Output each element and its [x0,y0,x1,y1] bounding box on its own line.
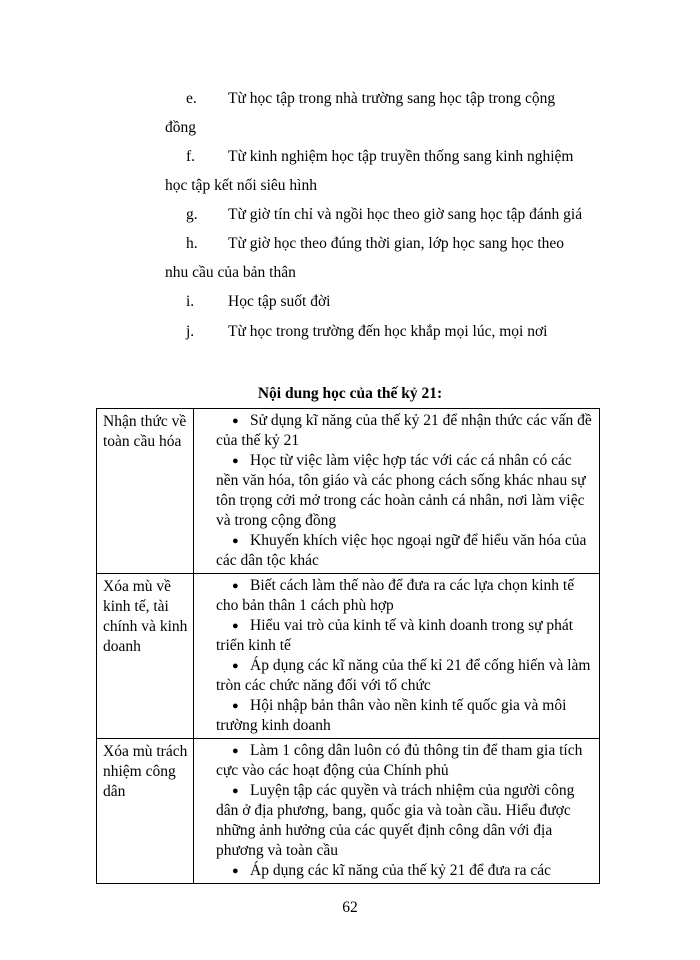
bullet-item: ● Khuyến khích việc học ngoại ngữ để hiểu văn hóa của các dân tộc khác [216,532,587,569]
bullet-item: ● Học từ việc làm việc hợp tác với các cá nhân có các nền văn hóa, tôn giáo và các phong cách sống khác nhau sự tôn trọng cởi mở trong các hoàn cảnh cá nhân, nơi làm việc và trong cộng đồng [216,452,586,529]
table-row [97,574,600,739]
list-text: Học tập suốt đời [228,293,331,310]
section-heading: Nội dung học của thế kỷ 21: [257,385,443,402]
bullet-item: ● Biết cách làm thế nào để đưa ra các lựa chọn kinh tế cho bản thân 1 cách phù hợp [216,577,575,614]
bullet-icon: ● [232,455,239,467]
table-row [97,409,600,574]
list-text-continued: nhu cầu của bản thân [165,264,296,281]
list-label: g. [186,206,198,223]
bullet-item: ● Hiểu vai trò của kinh tế và kinh doanh trong sự phát triển kinh tế [216,617,574,654]
bullet-icon: ● [232,535,239,547]
list-text: Từ học trong trường đến học khắp mọi lúc, mọi nơi [228,323,548,340]
bullet-icon: ● [232,660,239,672]
list-text: Từ học tập trong nhà trường sang học tập trong cộng [228,90,556,107]
bullets-cell [194,739,600,884]
list-label: i. [186,293,195,310]
bullet-icon: ● [232,415,239,427]
list-text-continued: học tập kết nối siêu hình [165,177,317,194]
bullet-icon: ● [232,785,239,797]
list-label: e. [186,90,197,107]
bullets-cell [194,409,600,574]
list-label: f. [186,148,196,165]
bullet-icon: ● [232,580,239,592]
bullet-item: ● Luyện tập các quyền và trách nhiệm của người công dân ở địa phương, bang, quốc gia và toàn cầu. Hiểu được những ảnh hưởng của các quyết định công dân với địa phương và toàn cầu [216,782,575,859]
bullet-icon: ● [232,700,239,712]
bullet-item: ● Áp dụng các kĩ năng của thế kỷ 21 để đưa ra các [232,862,552,879]
list-text: Từ giờ học theo đúng thời gian, lớp học sang học theo [228,235,565,252]
page-number: 62 [342,899,358,916]
bullet-icon: ● [232,745,239,757]
topic-cell: Xóa mù trách nhiệm công dân [97,739,194,884]
bullet-item: ● Sử dụng kĩ năng của thế kỷ 21 để nhận thức các vấn đề của thế kỷ 21 [216,412,592,449]
bullets-cell [194,574,600,739]
bullet-icon: ● [232,620,239,632]
list-label: j. [186,323,195,340]
topic-cell: Xóa mù về kinh tế, tài chính và kinh doanh [97,574,194,739]
bullet-item: ● Làm 1 công dân luôn có đủ thông tin để tham gia tích cực vào các hoạt động của Chính phủ [216,742,583,779]
bullet-item: ● Hội nhập bản thân vào nền kinh tế quốc gia và môi trường kinh doanh [216,697,567,734]
list-label: h. [186,235,198,252]
bullet-icon: ● [232,865,239,877]
topic-cell: Nhận thức về toàn cầu hóa [97,409,194,574]
table-row [97,739,600,884]
list-text-continued: đồng [165,119,196,136]
bullet-item: ● Áp dụng các kĩ năng của thế kỉ 21 để cống hiến và làm tròn các chức năng đối với tổ chức [216,657,591,694]
content-table [96,408,600,884]
list-text: Từ giờ tín chỉ và ngồi học theo giờ sang học tập đánh giá [228,206,583,223]
list-text: Từ kinh nghiệm học tập truyền thống sang kinh nghiệm [228,148,574,165]
